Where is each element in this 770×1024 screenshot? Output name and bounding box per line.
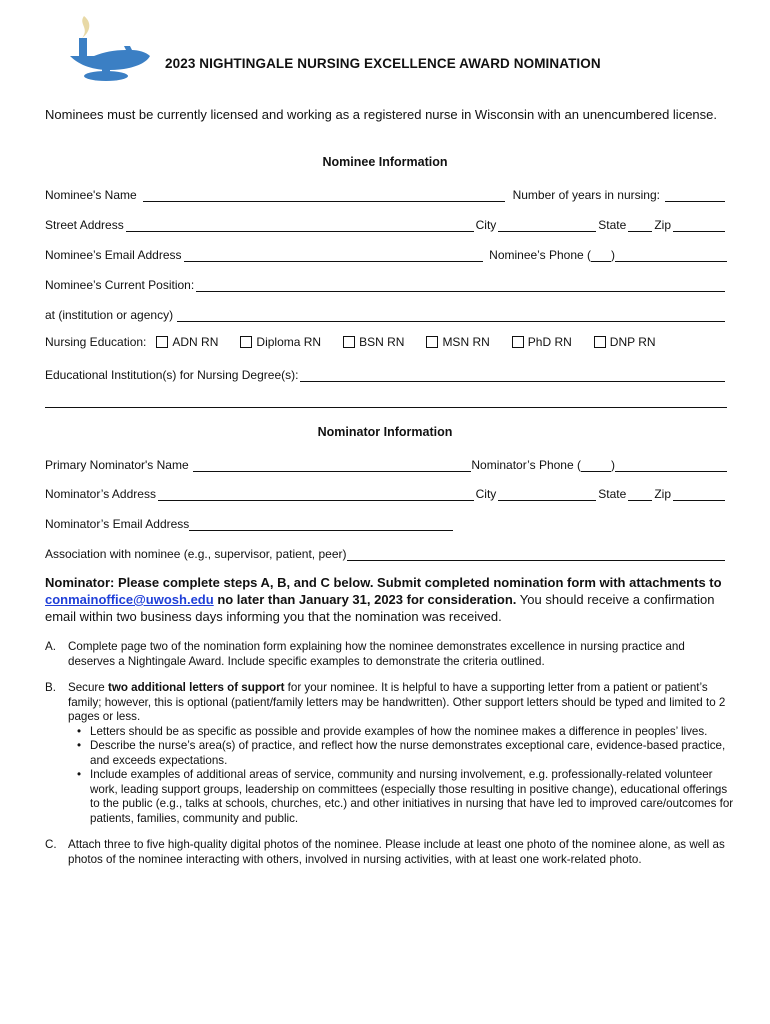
nominee-name-row bbox=[45, 186, 727, 202]
current-position-label: Nominee’s Current Position: bbox=[45, 278, 195, 292]
zip-label: Zip bbox=[654, 487, 671, 501]
nominator-email-label: Nominator’s Email Address bbox=[45, 517, 190, 531]
steps-list bbox=[45, 640, 735, 879]
step-letter: A. bbox=[45, 640, 56, 653]
current-position-row bbox=[45, 276, 727, 292]
instructions-confirmation: You should receive a confirmation email within two business days informing you that the nomination was received. bbox=[45, 592, 715, 624]
street-address-field[interactable] bbox=[126, 219, 474, 232]
state-field[interactable] bbox=[628, 488, 652, 501]
nominee-name-field[interactable] bbox=[143, 189, 505, 202]
edu-institution-label: Educational Institution(s) for Nursing Degree(s): bbox=[45, 368, 299, 382]
nominator-phone-area-field[interactable] bbox=[581, 459, 611, 472]
nominator-address-field[interactable] bbox=[158, 488, 474, 501]
checkbox-label: PhD RN bbox=[527, 335, 572, 349]
step-a bbox=[45, 640, 735, 669]
step-b-body bbox=[68, 681, 735, 826]
edu-institution-field[interactable] bbox=[300, 369, 725, 382]
nursing-education-row bbox=[45, 335, 678, 349]
step-a-text: Complete page two of the nomination form explaining how the nominee demonstrates excellence in nursing practice and deserves a Nightingale Award. Include specific examples to demonstrate the criteria outlined. bbox=[68, 640, 685, 668]
nominee-phone-label: Nominee’s Phone ( bbox=[489, 248, 591, 262]
nominee-email-label: Nominee’s Email Address bbox=[45, 248, 182, 262]
association-row bbox=[45, 545, 727, 561]
current-position-field[interactable] bbox=[196, 279, 725, 292]
city-label: City bbox=[475, 218, 497, 232]
checkbox-box[interactable] bbox=[240, 336, 252, 348]
years-in-nursing-field[interactable] bbox=[665, 189, 725, 202]
bullet-icon: • bbox=[76, 739, 82, 752]
nominator-email-row bbox=[45, 515, 455, 531]
association-label: Association with nominee (e.g., supervisor, patient, peer) bbox=[45, 547, 347, 561]
eligibility-text: Nominees must be currently licensed and working as a registered nurse in Wisconsin with an unencumbered license. bbox=[45, 107, 718, 122]
city-field[interactable] bbox=[498, 488, 596, 501]
zip-field[interactable] bbox=[673, 219, 725, 232]
edu-institution-row bbox=[45, 366, 727, 382]
checkbox-dnp-rn[interactable] bbox=[594, 335, 656, 349]
bullet-text: Letters should be as specific as possible and provide examples of how the nominee makes a difference in peoples’ lives. bbox=[90, 724, 708, 738]
nominee-email-field[interactable] bbox=[184, 249, 484, 262]
checkbox-box[interactable] bbox=[426, 336, 438, 348]
list-item bbox=[68, 739, 735, 768]
state-label: State bbox=[598, 487, 627, 501]
nominator-name-field[interactable] bbox=[193, 459, 472, 472]
step-b bbox=[45, 681, 735, 826]
checkbox-msn-rn[interactable] bbox=[426, 335, 489, 349]
nominator-name-label: Primary Nominator's Name bbox=[45, 458, 189, 472]
step-b-text: Secure bbox=[68, 681, 108, 694]
step-letter: C. bbox=[45, 838, 57, 851]
step-c bbox=[45, 838, 735, 867]
checkbox-bsn-rn[interactable] bbox=[343, 335, 404, 349]
checkbox-box[interactable] bbox=[156, 336, 168, 348]
checkbox-phd-rn[interactable] bbox=[512, 335, 572, 349]
checkbox-box[interactable] bbox=[512, 336, 524, 348]
checkbox-label: MSN RN bbox=[442, 335, 490, 349]
instructions-deadline: no later than January 31, 2023 for consideration. bbox=[213, 592, 517, 607]
checkbox-label: Diploma RN bbox=[256, 335, 322, 349]
phone-paren: ) bbox=[611, 248, 615, 262]
nominator-address-label: Nominator’s Address bbox=[45, 487, 156, 501]
checkbox-label: ADN RN bbox=[172, 335, 219, 349]
nursing-education-label: Nursing Education: bbox=[45, 335, 147, 349]
checkbox-label: BSN RN bbox=[359, 335, 405, 349]
years-in-nursing-label: Number of years in nursing: bbox=[512, 188, 660, 202]
city-field[interactable] bbox=[498, 219, 596, 232]
zip-field[interactable] bbox=[673, 488, 725, 501]
step-b-text-rest: for your nominee. It is helpful to have a supporting letter from a patient or patient’s family; however, this is optional (patient/family letters may be handwritten). Other support letters should be typed and limited to 2 pages or less. bbox=[68, 681, 726, 723]
nominee-section-heading: Nominee Information bbox=[322, 155, 448, 169]
nominator-name-row bbox=[45, 456, 727, 472]
bullet-text: Describe the nurse’s area(s) of practice, and reflect how the nurse demonstrates exceptional care, evidence-based practice, and exceeds expectations. bbox=[90, 739, 726, 767]
nominee-phone-field[interactable] bbox=[615, 249, 727, 262]
nominee-address-row bbox=[45, 216, 727, 232]
city-label: City bbox=[475, 487, 497, 501]
nominee-phone-area-field[interactable] bbox=[591, 249, 611, 262]
association-field[interactable] bbox=[347, 548, 726, 561]
step-c-text: Attach three to five high-quality digital photos of the nominee. Please include at least one photo of the nominee alone, as well as photos of the nominee interacting with others, involved in nursing activities, with at least one work-related photo. bbox=[68, 838, 725, 866]
institution-field[interactable] bbox=[177, 309, 725, 322]
nightingale-lamp-logo bbox=[64, 12, 154, 92]
step-letter: B. bbox=[45, 681, 56, 694]
state-field[interactable] bbox=[628, 219, 652, 232]
nominee-name-label: Nominee's Name bbox=[45, 188, 137, 202]
bullet-text: Include examples of additional areas of service, community and nursing involvement, e.g. professionally-related volunteer work, leading support groups, leadership on committees (especially those resulting in positive change), educational offerings to the public (e.g., talks at schools, churches, etc.) and other initiatives in nursing that have led to improved care/outcomes for patients, families, community and public. bbox=[90, 768, 734, 825]
bullet-icon: • bbox=[76, 768, 82, 781]
street-address-label: Street Address bbox=[45, 218, 124, 232]
nominee-contact-row bbox=[45, 246, 727, 262]
nominator-section-heading: Nominator Information bbox=[317, 425, 453, 439]
checkbox-box[interactable] bbox=[594, 336, 606, 348]
submission-instructions bbox=[45, 574, 735, 625]
institution-row bbox=[45, 306, 727, 322]
institution-label: at (institution or agency) bbox=[45, 308, 174, 322]
list-item bbox=[68, 725, 735, 740]
instructions-lead: Nominator: Please complete steps A, B, and C below. Submit completed nomination form with attachments to bbox=[45, 575, 722, 590]
checkbox-diploma-rn[interactable] bbox=[240, 335, 321, 349]
phone-paren: ) bbox=[611, 458, 615, 472]
submission-email-link[interactable]: conmainoffice@uwosh.edu bbox=[45, 592, 214, 607]
bullet-icon: • bbox=[76, 724, 82, 738]
checkbox-adn-rn[interactable] bbox=[156, 335, 218, 349]
zip-label: Zip bbox=[654, 218, 671, 232]
nominator-phone-field[interactable] bbox=[615, 459, 727, 472]
state-label: State bbox=[598, 218, 627, 232]
nominator-phone-label: Nominator’s Phone ( bbox=[471, 458, 581, 472]
edu-institution-field-2[interactable] bbox=[45, 407, 727, 408]
nominator-address-row bbox=[45, 485, 727, 501]
support-letter-bullets bbox=[68, 725, 735, 827]
nominator-email-field[interactable] bbox=[189, 518, 453, 531]
list-item bbox=[68, 768, 735, 826]
checkbox-box[interactable] bbox=[343, 336, 355, 348]
page-title: 2023 NIGHTINGALE NURSING EXCELLENCE AWARD NOMINATION bbox=[165, 56, 601, 71]
checkbox-label: DNP RN bbox=[609, 335, 656, 349]
step-b-emphasis: two additional letters of support bbox=[107, 681, 285, 694]
